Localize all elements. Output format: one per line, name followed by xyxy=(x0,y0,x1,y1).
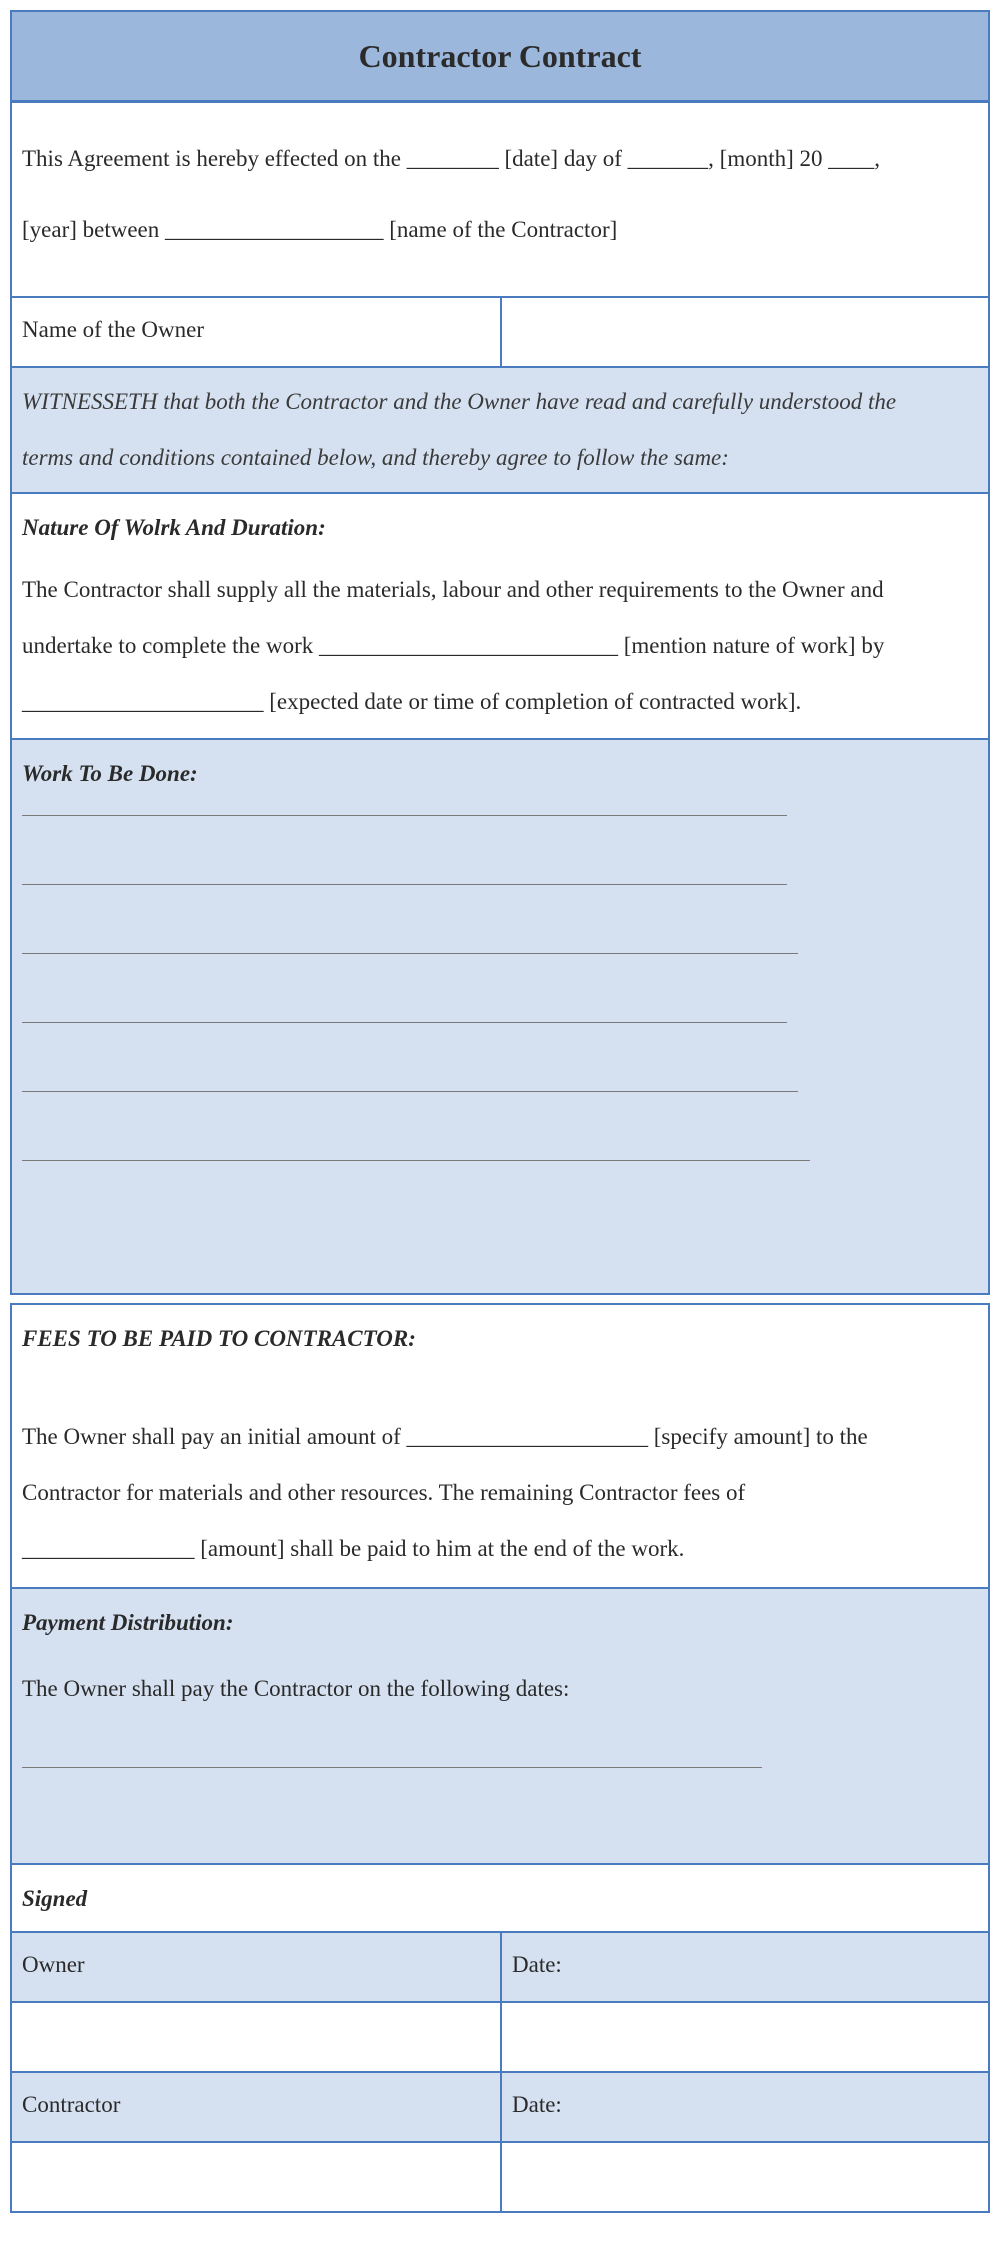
owner-date-label: Date: xyxy=(512,1952,562,1977)
payment-heading: Payment Distribution: xyxy=(22,1610,234,1635)
fees-line-1: The Owner shall pay an initial amount of _____________________ [specify amount] to the xyxy=(22,1424,868,1449)
fees-line-2: Contractor for materials and other resources. The remaining Contractor fees of xyxy=(22,1480,746,1505)
witnesseth-line-2: terms and conditions contained below, and thereby agree to follow the same: xyxy=(22,445,729,470)
agreement-intro xyxy=(12,103,988,296)
owner-signature-field[interactable] xyxy=(12,2003,502,2071)
contractor-signature-label: Contractor xyxy=(12,2073,502,2141)
contract-section-upper xyxy=(10,10,990,1295)
nature-heading: Nature Of Wolrk And Duration: xyxy=(22,515,326,540)
payment-line-1: The Owner shall pay the Contractor on the following dates: xyxy=(22,1676,570,1701)
page-title: Contractor Contract xyxy=(12,12,988,103)
owner-date-field[interactable] xyxy=(502,2003,988,2071)
intro-line-2: [year] between ___________________ [name of the Contractor] xyxy=(22,217,618,242)
work-heading: Work To Be Done: xyxy=(22,761,198,786)
work-to-be-done-section xyxy=(12,738,988,1293)
nature-line-2: undertake to complete the work __________________________ [mention nature of work] by xyxy=(22,633,885,658)
fees-line-3: _______________ [amount] shall be paid to him at the end of the work. xyxy=(22,1536,685,1561)
owner-name-row xyxy=(12,296,988,366)
contractor-signature-field-row xyxy=(12,2141,988,2211)
nature-of-work-section xyxy=(12,492,988,738)
nature-body xyxy=(22,562,978,730)
contractor-signature-label-row xyxy=(12,2071,988,2141)
contractor-signature-field[interactable] xyxy=(12,2143,502,2211)
fees-section xyxy=(12,1305,988,1587)
work-line-4[interactable] xyxy=(22,1022,787,1023)
intro-line-1: This Agreement is hereby effected on the ________ [date] day of _______, [month] 20 ____, xyxy=(22,146,881,171)
work-line-6[interactable] xyxy=(22,1160,810,1161)
contract-document xyxy=(10,10,990,2213)
fees-body xyxy=(22,1409,978,1577)
owner-signature-label: Owner xyxy=(12,1933,502,2001)
owner-signature-label-row xyxy=(12,1931,988,2001)
fees-heading: FEES TO BE PAID TO CONTRACTOR: xyxy=(22,1326,416,1351)
work-line-3[interactable] xyxy=(22,953,798,954)
work-lines xyxy=(12,808,988,1288)
contract-section-lower xyxy=(10,1303,990,2213)
owner-name-field[interactable] xyxy=(502,298,988,366)
owner-name-label: Name of the Owner xyxy=(12,298,502,366)
signed-heading: Signed xyxy=(12,1863,988,1931)
owner-signature-field-row xyxy=(12,2001,988,2071)
payment-distribution-section xyxy=(12,1587,988,1863)
work-line-5[interactable] xyxy=(22,1091,798,1092)
work-line-2[interactable] xyxy=(22,884,787,885)
work-line-1[interactable] xyxy=(22,815,787,816)
payment-date-line[interactable] xyxy=(22,1767,762,1768)
witnesseth-line-1: WITNESSETH that both the Contractor and the Owner have read and carefully understood the xyxy=(22,389,897,414)
nature-line-3: _____________________ [expected date or time of completion of contracted work]. xyxy=(22,689,802,714)
witnesseth-clause xyxy=(12,366,988,492)
nature-line-1: The Contractor shall supply all the materials, labour and other requirements to the Owner and xyxy=(22,577,884,602)
contractor-date-label: Date: xyxy=(512,2092,562,2117)
contractor-date-field[interactable] xyxy=(502,2143,988,2211)
